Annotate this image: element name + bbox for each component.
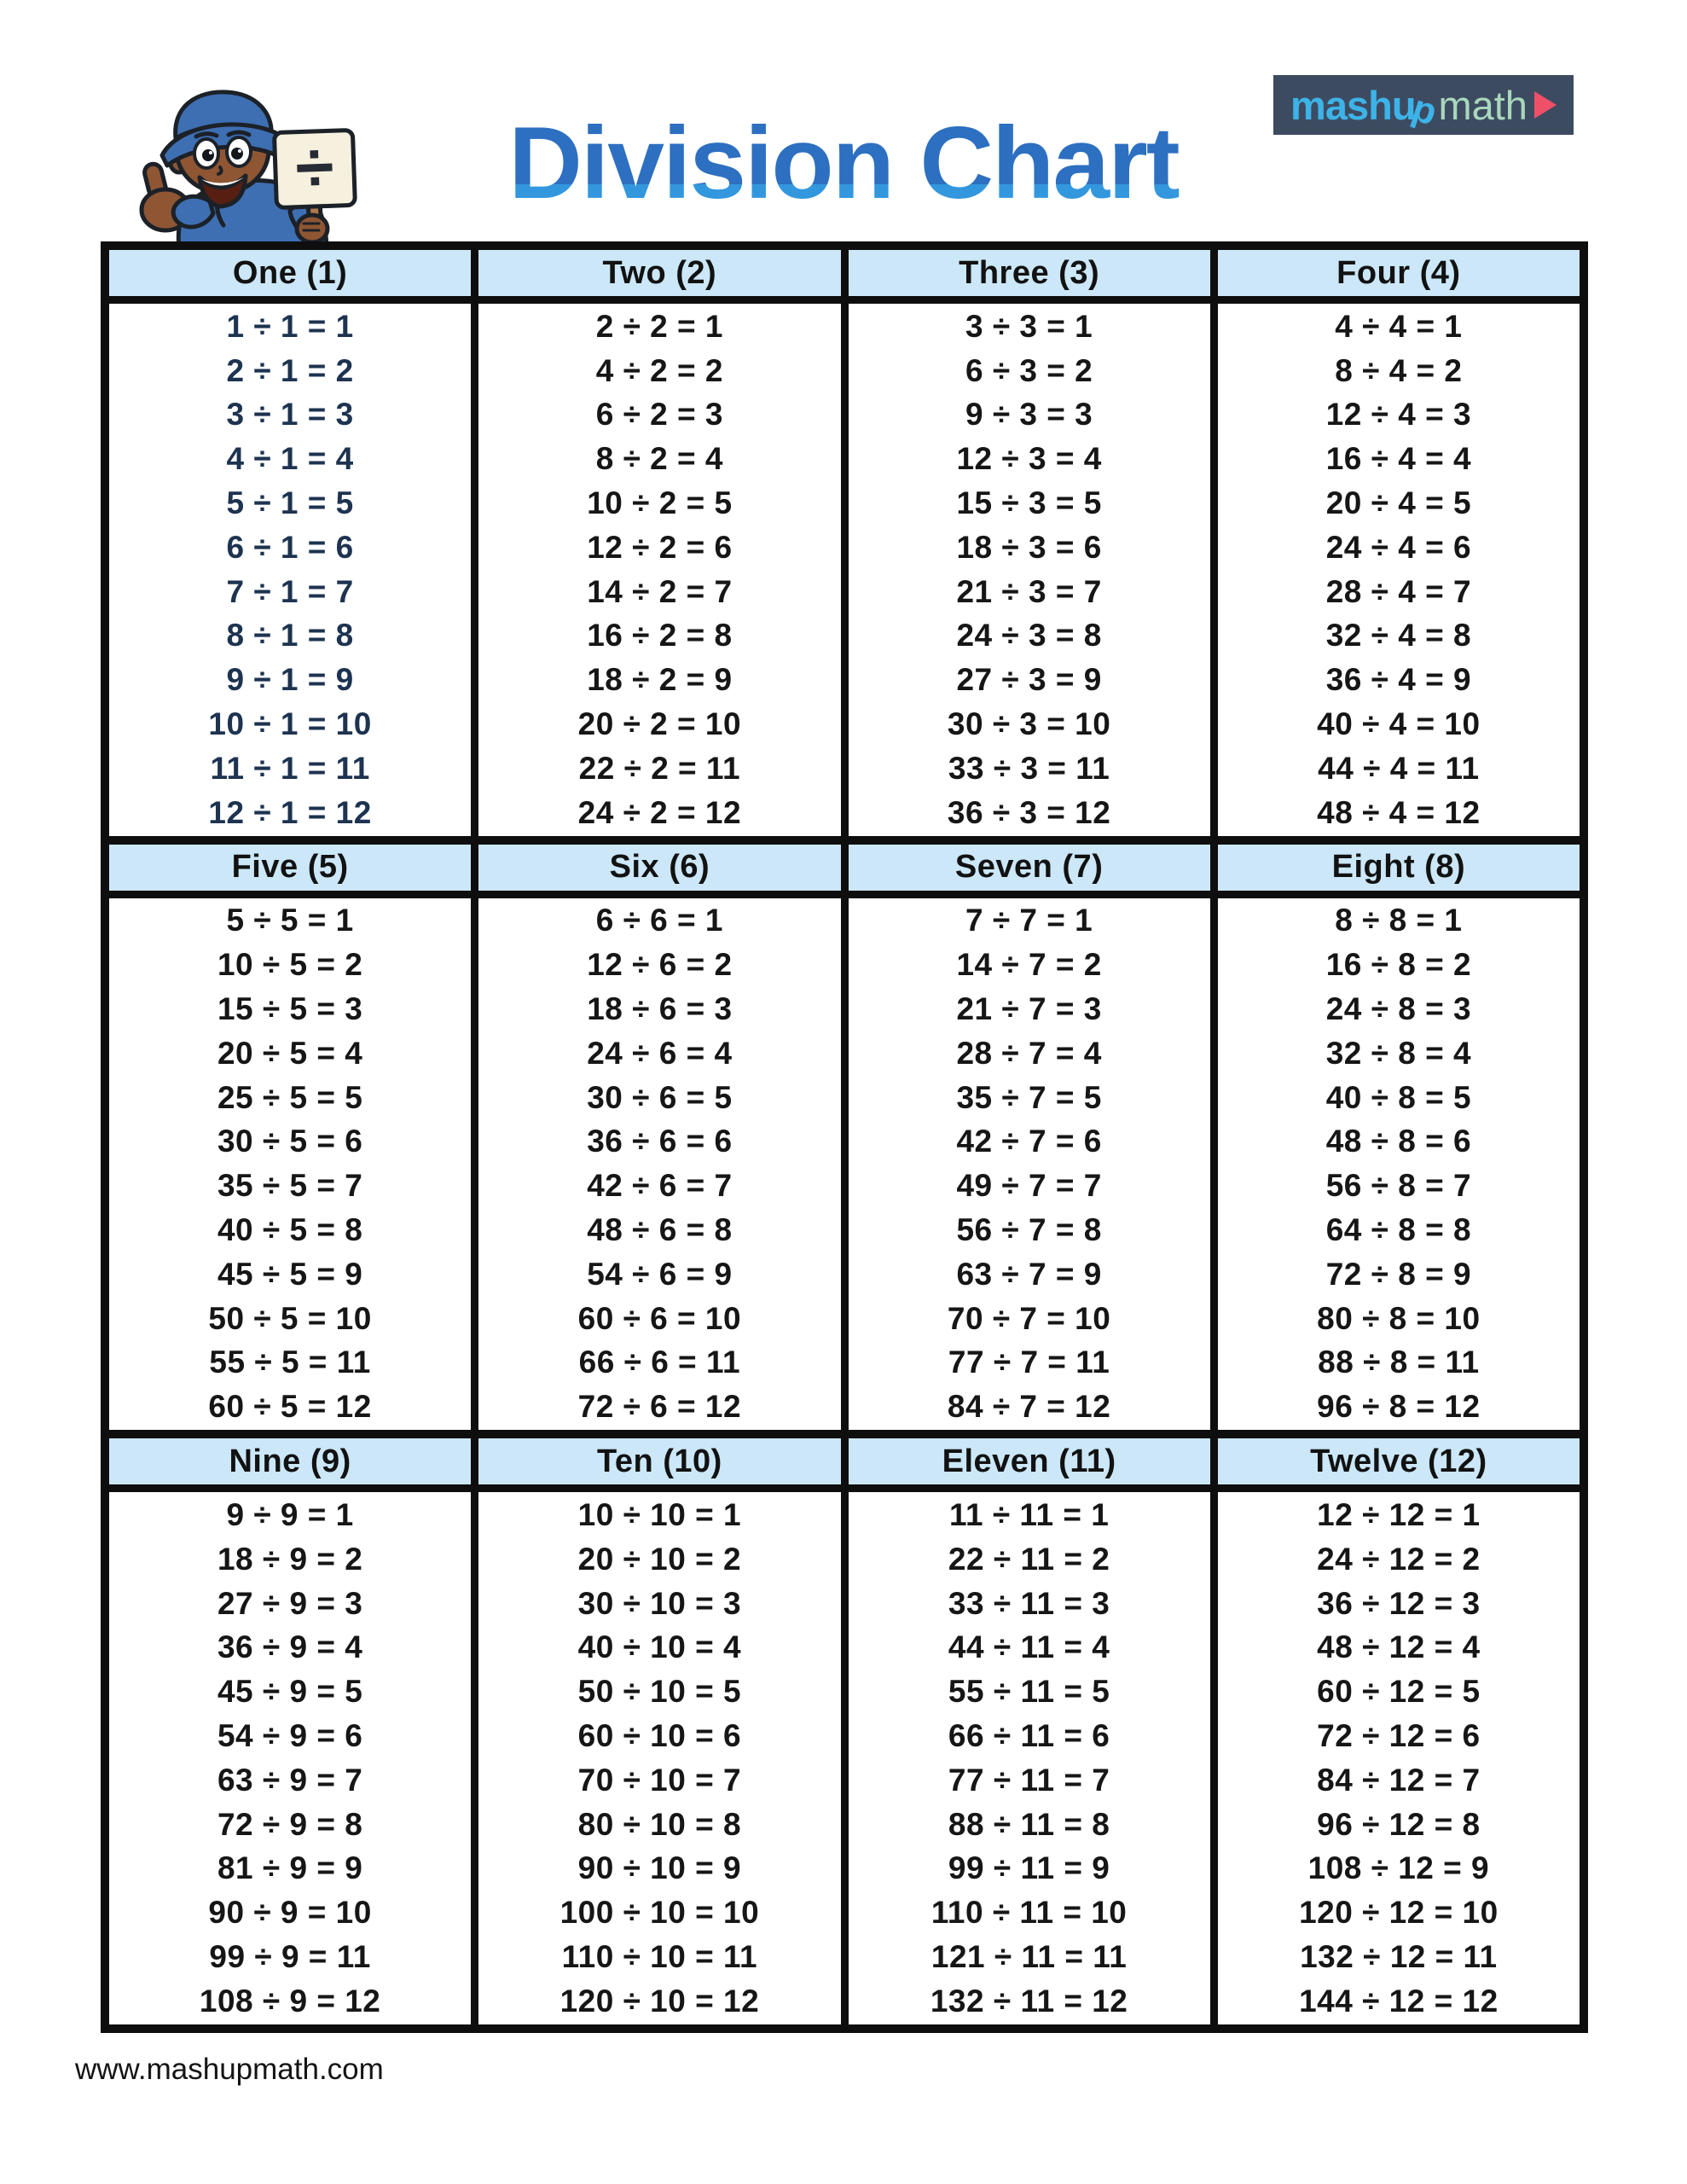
fact-row: 108 ÷ 9 = 12 <box>199 1983 381 2018</box>
fact-row: 60 ÷ 5 = 12 <box>208 1389 372 1425</box>
fact-row: 3 ÷ 3 = 1 <box>965 308 1093 344</box>
fact-row: 3 ÷ 1 = 3 <box>226 397 354 433</box>
facts-column <box>849 304 1210 836</box>
section-header: Ten (10) <box>478 1438 840 1484</box>
fact-row: 1 ÷ 1 = 1 <box>226 308 354 344</box>
fact-row: 36 ÷ 3 = 12 <box>947 794 1111 830</box>
fact-row: 24 ÷ 4 = 6 <box>1325 529 1472 565</box>
fact-row: 18 ÷ 2 = 9 <box>587 662 733 698</box>
section-header: Six (6) <box>478 845 840 891</box>
fact-row: 120 ÷ 12 = 10 <box>1299 1895 1499 1931</box>
fact-row: 44 ÷ 4 = 11 <box>1318 750 1480 786</box>
site-url: www.mashupmath.com <box>75 2053 384 2086</box>
fact-row: 66 ÷ 11 = 6 <box>948 1718 1110 1753</box>
fact-row: 77 ÷ 7 = 11 <box>948 1345 1110 1380</box>
fact-row: 10 ÷ 10 = 1 <box>577 1497 742 1533</box>
fact-row: 4 ÷ 4 = 1 <box>1335 308 1463 344</box>
fact-row: 2 ÷ 1 = 2 <box>226 352 354 388</box>
fact-row: 2 ÷ 2 = 1 <box>595 308 724 344</box>
facts-column <box>849 898 1210 1431</box>
fact-row: 45 ÷ 9 = 5 <box>217 1674 363 1710</box>
fact-row: 40 ÷ 4 = 10 <box>1317 706 1481 742</box>
fact-row: 90 ÷ 9 = 10 <box>208 1895 372 1931</box>
fact-row: 108 ÷ 12 = 9 <box>1307 1850 1490 1886</box>
facts-column <box>478 1492 840 2024</box>
fact-row: 81 ÷ 9 = 9 <box>217 1850 363 1886</box>
fact-row: 9 ÷ 3 = 3 <box>965 397 1093 433</box>
fact-row: 6 ÷ 1 = 6 <box>226 529 354 565</box>
fact-row: 48 ÷ 8 = 6 <box>1325 1124 1472 1159</box>
fact-row: 72 ÷ 6 = 12 <box>577 1389 742 1425</box>
fact-row: 5 ÷ 1 = 5 <box>226 485 354 521</box>
fact-row: 8 ÷ 4 = 2 <box>1335 352 1463 388</box>
facts-column <box>109 1492 471 2024</box>
fact-row: 36 ÷ 6 = 6 <box>587 1124 733 1159</box>
play-triangle-icon <box>1534 91 1557 119</box>
fact-row: 11 ÷ 11 = 1 <box>948 1497 1110 1533</box>
fact-row: 77 ÷ 11 = 7 <box>948 1762 1110 1798</box>
fact-row: 90 ÷ 10 = 9 <box>577 1850 742 1886</box>
fact-row: 22 ÷ 2 = 11 <box>578 750 741 786</box>
fact-row: 42 ÷ 6 = 7 <box>587 1168 733 1204</box>
fact-row: 42 ÷ 7 = 6 <box>956 1124 1102 1159</box>
fact-row: 48 ÷ 6 = 8 <box>587 1212 733 1248</box>
fact-row: 18 ÷ 3 = 6 <box>956 529 1102 565</box>
fact-row: 120 ÷ 10 = 12 <box>559 1983 760 2018</box>
fact-row: 72 ÷ 12 = 6 <box>1317 1718 1481 1753</box>
fact-row: 24 ÷ 6 = 4 <box>587 1035 733 1071</box>
fact-row: 72 ÷ 9 = 8 <box>217 1806 363 1842</box>
fact-row: 88 ÷ 8 = 11 <box>1318 1345 1480 1380</box>
fact-row: 24 ÷ 8 = 3 <box>1325 991 1472 1027</box>
fact-row: 60 ÷ 6 = 10 <box>577 1300 742 1336</box>
facts-column <box>1218 1492 1580 2024</box>
fact-row: 48 ÷ 4 = 12 <box>1317 794 1481 830</box>
fact-row: 30 ÷ 10 = 3 <box>577 1585 742 1621</box>
fact-row: 21 ÷ 7 = 3 <box>956 991 1102 1027</box>
fact-row: 60 ÷ 10 = 6 <box>577 1718 742 1753</box>
logo-text-p: p <box>1406 86 1442 134</box>
fact-row: 70 ÷ 7 = 10 <box>947 1300 1111 1336</box>
page-title: Division Chart <box>0 104 1687 222</box>
fact-row: 66 ÷ 6 = 11 <box>578 1345 741 1380</box>
fact-row: 80 ÷ 10 = 8 <box>577 1806 742 1842</box>
fact-row: 55 ÷ 5 = 11 <box>209 1345 371 1380</box>
section-header: Twelve (12) <box>1218 1438 1580 1484</box>
fact-row: 16 ÷ 2 = 8 <box>587 618 733 653</box>
fact-row: 12 ÷ 2 = 6 <box>587 529 733 565</box>
fact-row: 49 ÷ 7 = 7 <box>956 1168 1102 1204</box>
fact-row: 15 ÷ 5 = 3 <box>217 991 363 1027</box>
fact-row: 16 ÷ 4 = 4 <box>1325 441 1472 477</box>
fact-row: 54 ÷ 9 = 6 <box>217 1718 363 1753</box>
table-band-3 <box>109 1438 1580 2024</box>
fact-row: 12 ÷ 4 = 3 <box>1325 397 1472 433</box>
facts-column <box>478 898 840 1431</box>
fact-row: 110 ÷ 11 = 10 <box>930 1895 1128 1931</box>
fact-row: 33 ÷ 11 = 3 <box>948 1585 1110 1621</box>
fact-row: 36 ÷ 12 = 3 <box>1317 1585 1481 1621</box>
table-band-2 <box>109 845 1580 1431</box>
fact-row: 27 ÷ 9 = 3 <box>217 1585 363 1621</box>
fact-row: 28 ÷ 4 = 7 <box>1325 573 1472 609</box>
section-header: Five (5) <box>109 845 471 891</box>
fact-row: 56 ÷ 7 = 8 <box>956 1212 1102 1248</box>
fact-row: 80 ÷ 8 = 10 <box>1317 1300 1481 1336</box>
fact-row: 8 ÷ 1 = 8 <box>226 618 354 653</box>
facts-column <box>109 898 471 1431</box>
table-band-1 <box>109 250 1580 836</box>
facts-column <box>109 304 471 836</box>
section-header: Seven (7) <box>849 845 1210 891</box>
fact-row: 4 ÷ 1 = 4 <box>226 441 354 477</box>
fact-row: 64 ÷ 8 = 8 <box>1325 1212 1472 1248</box>
fact-row: 63 ÷ 7 = 9 <box>956 1256 1102 1292</box>
fact-row: 20 ÷ 10 = 2 <box>577 1541 742 1577</box>
fact-row: 5 ÷ 5 = 1 <box>226 903 354 938</box>
fact-row: 132 ÷ 11 = 12 <box>930 1983 1128 2018</box>
fact-row: 9 ÷ 1 = 9 <box>226 662 354 698</box>
fact-row: 36 ÷ 4 = 9 <box>1325 662 1472 698</box>
fact-row: 6 ÷ 3 = 2 <box>965 352 1093 388</box>
fact-row: 132 ÷ 12 = 11 <box>1300 1938 1498 1974</box>
fact-row: 63 ÷ 9 = 7 <box>217 1762 363 1798</box>
fact-row: 36 ÷ 9 = 4 <box>217 1629 363 1665</box>
fact-row: 15 ÷ 3 = 5 <box>956 485 1102 521</box>
fact-row: 44 ÷ 11 = 4 <box>948 1629 1110 1665</box>
logo-text-math: math <box>1438 82 1528 128</box>
fact-row: 60 ÷ 12 = 5 <box>1317 1674 1481 1710</box>
facts-column <box>478 304 840 836</box>
fact-row: 84 ÷ 12 = 7 <box>1317 1762 1481 1798</box>
fact-row: 24 ÷ 12 = 2 <box>1317 1541 1481 1577</box>
fact-row: 6 ÷ 2 = 3 <box>595 397 724 433</box>
division-table <box>101 241 1588 2033</box>
fact-row: 70 ÷ 10 = 7 <box>577 1762 742 1798</box>
fact-row: 20 ÷ 5 = 4 <box>217 1035 363 1071</box>
facts-column <box>1218 304 1580 836</box>
fact-row: 35 ÷ 7 = 5 <box>956 1079 1102 1115</box>
fact-row: 8 ÷ 2 = 4 <box>595 441 724 477</box>
fact-row: 96 ÷ 8 = 12 <box>1317 1389 1481 1425</box>
fact-row: 18 ÷ 6 = 3 <box>587 991 733 1027</box>
fact-row: 35 ÷ 5 = 7 <box>217 1168 363 1204</box>
section-header: Nine (9) <box>109 1438 471 1484</box>
facts-column <box>849 1492 1210 2024</box>
fact-row: 40 ÷ 10 = 4 <box>577 1629 742 1665</box>
fact-row: 10 ÷ 1 = 10 <box>208 706 372 742</box>
fact-row: 14 ÷ 7 = 2 <box>956 947 1102 983</box>
fact-row: 96 ÷ 12 = 8 <box>1317 1806 1481 1842</box>
fact-row: 20 ÷ 4 = 5 <box>1325 485 1472 521</box>
fact-row: 30 ÷ 6 = 5 <box>587 1079 733 1115</box>
fact-row: 54 ÷ 6 = 9 <box>587 1256 733 1292</box>
section-header: Four (4) <box>1218 250 1580 296</box>
section-header: Eleven (11) <box>849 1438 1210 1484</box>
fact-row: 14 ÷ 2 = 7 <box>587 573 733 609</box>
fact-row: 7 ÷ 1 = 7 <box>226 573 354 609</box>
fact-row: 72 ÷ 8 = 9 <box>1325 1256 1472 1292</box>
section-header: Three (3) <box>849 250 1210 296</box>
fact-row: 12 ÷ 6 = 2 <box>587 947 733 983</box>
fact-row: 33 ÷ 3 = 11 <box>948 750 1110 786</box>
fact-row: 4 ÷ 2 = 2 <box>595 352 724 388</box>
fact-row: 25 ÷ 5 = 5 <box>217 1079 363 1115</box>
fact-row: 40 ÷ 5 = 8 <box>217 1212 363 1248</box>
fact-row: 8 ÷ 8 = 1 <box>1335 903 1463 938</box>
logo-text-mashup: mashu <box>1290 82 1416 128</box>
fact-row: 84 ÷ 7 = 12 <box>947 1389 1111 1425</box>
section-header: Eight (8) <box>1218 845 1580 891</box>
fact-row: 20 ÷ 2 = 10 <box>577 706 742 742</box>
fact-row: 10 ÷ 2 = 5 <box>587 485 733 521</box>
fact-row: 9 ÷ 9 = 1 <box>226 1497 354 1533</box>
fact-row: 28 ÷ 7 = 4 <box>956 1035 1102 1071</box>
fact-row: 55 ÷ 11 = 5 <box>948 1674 1110 1710</box>
fact-row: 45 ÷ 5 = 9 <box>217 1256 363 1292</box>
fact-row: 121 ÷ 11 = 11 <box>930 1938 1128 1974</box>
fact-row: 50 ÷ 5 = 10 <box>208 1300 372 1336</box>
fact-row: 24 ÷ 3 = 8 <box>956 618 1102 653</box>
fact-row: 30 ÷ 3 = 10 <box>947 706 1111 742</box>
fact-row: 100 ÷ 10 = 10 <box>559 1895 760 1931</box>
fact-row: 11 ÷ 1 = 11 <box>210 750 370 786</box>
fact-row: 12 ÷ 1 = 12 <box>208 794 372 830</box>
fact-row: 110 ÷ 10 = 11 <box>561 1938 758 1974</box>
fact-row: 32 ÷ 4 = 8 <box>1325 618 1472 653</box>
fact-row: 40 ÷ 8 = 5 <box>1325 1079 1472 1115</box>
fact-row: 56 ÷ 8 = 7 <box>1325 1168 1472 1204</box>
fact-row: 7 ÷ 7 = 1 <box>965 903 1093 938</box>
fact-row: 99 ÷ 11 = 9 <box>948 1850 1110 1886</box>
fact-row: 12 ÷ 3 = 4 <box>956 441 1102 477</box>
fact-row: 30 ÷ 5 = 6 <box>217 1124 363 1159</box>
fact-row: 88 ÷ 11 = 8 <box>948 1806 1110 1842</box>
fact-row: 12 ÷ 12 = 1 <box>1317 1497 1481 1533</box>
section-header: Two (2) <box>478 250 840 296</box>
fact-row: 22 ÷ 11 = 2 <box>948 1541 1110 1577</box>
fact-row: 27 ÷ 3 = 9 <box>956 662 1102 698</box>
fact-row: 10 ÷ 5 = 2 <box>217 947 363 983</box>
fact-row: 24 ÷ 2 = 12 <box>577 794 742 830</box>
fact-row: 21 ÷ 3 = 7 <box>956 573 1102 609</box>
fact-row: 48 ÷ 12 = 4 <box>1317 1629 1481 1665</box>
fact-row: 50 ÷ 10 = 5 <box>577 1674 742 1710</box>
fact-row: 32 ÷ 8 = 4 <box>1325 1035 1472 1071</box>
facts-column <box>1218 898 1580 1431</box>
fact-row: 18 ÷ 9 = 2 <box>217 1541 363 1577</box>
fact-row: 144 ÷ 12 = 12 <box>1299 1983 1499 2018</box>
mashupmath-logo <box>1273 75 1574 135</box>
fact-row: 16 ÷ 8 = 2 <box>1325 947 1472 983</box>
fact-row: 99 ÷ 9 = 11 <box>209 1938 371 1974</box>
fact-row: 6 ÷ 6 = 1 <box>595 903 724 938</box>
section-header: One (1) <box>109 250 471 296</box>
